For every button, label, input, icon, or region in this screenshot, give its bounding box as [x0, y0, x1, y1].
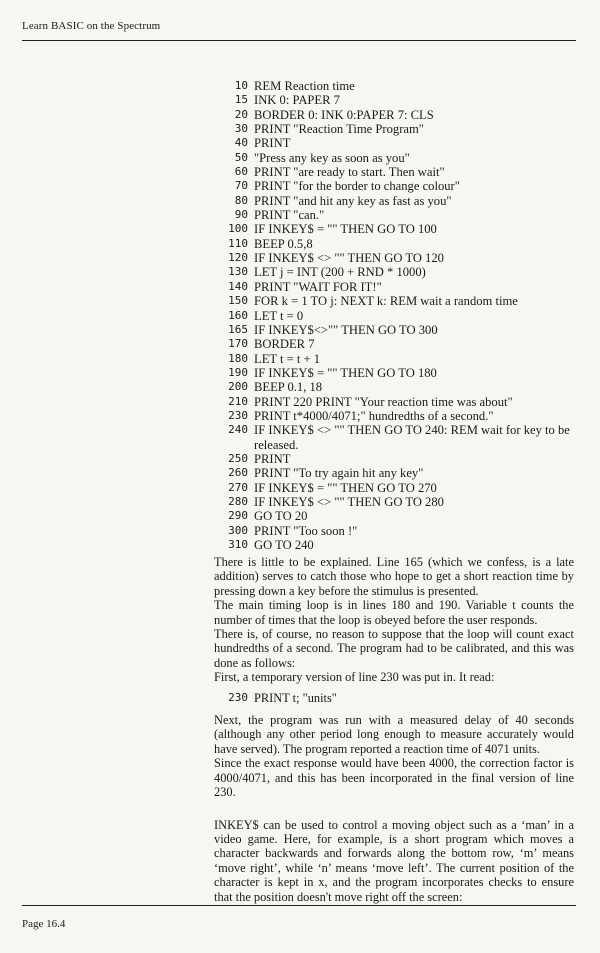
- listing-line: [214, 265, 584, 279]
- listing-line: [214, 122, 584, 136]
- listing-line: [214, 237, 584, 251]
- line-number: 230: [228, 690, 248, 704]
- program-listing: [214, 79, 584, 552]
- body-text: [214, 555, 574, 904]
- line-number: 30: [234, 122, 248, 136]
- code-text: LET t = 0: [254, 308, 304, 323]
- line-number: 270: [228, 480, 248, 494]
- code-text: PRINT "Too soon !": [254, 523, 358, 538]
- line-number: 130: [228, 265, 248, 279]
- listing-line: [214, 452, 584, 466]
- paragraph: Since the exact response would have been 4000, the correction factor is 4000/4071, and this has been incorporated in the final version of line 230.: [214, 756, 574, 800]
- line-number: 15: [234, 93, 248, 107]
- listing-line: [214, 509, 584, 523]
- line-number: 90: [234, 208, 248, 222]
- line-number: 140: [228, 279, 248, 293]
- code-text: PRINT "are ready to start. Then wait": [254, 165, 445, 180]
- code-text: PRINT "for the border to change colour": [254, 179, 460, 194]
- code-text: PRINT t; "units": [254, 690, 337, 705]
- line-number: 300: [228, 523, 248, 537]
- code-text: BORDER 0: INK 0:PAPER 7: CLS: [254, 107, 434, 122]
- code-text: LET j = INT (200 + RND * 1000): [254, 265, 426, 280]
- page-number: Page 16.4: [22, 918, 66, 930]
- paragraph: There is, of course, no reason to suppose that the loop will count exact hundredths of a second. The program had to be calibrated, and this was done as follows:: [214, 627, 574, 670]
- line-number: 60: [234, 165, 248, 179]
- line-number: 160: [228, 308, 248, 322]
- listing-line: [214, 108, 584, 122]
- listing-line: [214, 294, 584, 308]
- paragraph: First, a temporary version of line 230 was put in. It read:: [214, 670, 495, 685]
- line-number: 165: [228, 322, 248, 336]
- code-text: FOR k = 1 TO j: NEXT k: REM wait a random time: [254, 294, 518, 309]
- code-text: PRINT "WAIT FOR IT!": [254, 279, 382, 294]
- code-text: IF INKEY$ = "" THEN GO TO 180: [254, 365, 437, 380]
- listing-line: [214, 380, 584, 394]
- line-number: 290: [228, 509, 248, 523]
- line-number: 180: [228, 351, 248, 365]
- listing-line: [214, 194, 584, 208]
- listing-line: [214, 524, 584, 538]
- code-text: PRINT "To try again hit any key": [254, 466, 424, 481]
- listing-line: [214, 179, 584, 193]
- code-text: PRINT t*4000/4071;" hundredths of a second.": [254, 408, 494, 423]
- line-number: 150: [228, 294, 248, 308]
- listing-line: [214, 538, 584, 552]
- line-number: 20: [234, 107, 248, 121]
- paragraph: The main timing loop is in lines 180 and 190. Variable t counts the number of times that the loop is obeyed before the user responds.: [214, 598, 574, 627]
- listing-line: [214, 251, 584, 265]
- line-number: 40: [234, 136, 248, 150]
- line-number: 250: [228, 451, 248, 465]
- code-text: IF INKEY$ <> "" THEN GO TO 240: REM wait for key to be released.: [254, 423, 570, 452]
- code-text: IF INKEY$ = "" THEN GO TO 270: [254, 480, 437, 495]
- paragraph: Next, the program was run with a measured delay of 40 seconds (although any other period long enough to measure accurately would have served). The program reported a reaction time of 4071 units.: [214, 713, 574, 756]
- listing-line: [214, 165, 584, 179]
- line-number: 120: [228, 251, 248, 265]
- listing-line: [214, 222, 584, 236]
- code-text: "Press any key as soon as you": [254, 150, 410, 165]
- line-number: 260: [228, 466, 248, 480]
- code-text: IF INKEY$<>"" THEN GO TO 300: [254, 322, 438, 337]
- code-text: PRINT "and hit any key as fast as you": [254, 193, 452, 208]
- code-text: BEEP 0.5,8: [254, 236, 313, 251]
- line-number: 280: [228, 494, 248, 508]
- listing-line: [214, 337, 584, 351]
- listing-line: [214, 466, 584, 480]
- code-text: IF INKEY$ <> "" THEN GO TO 280: [254, 494, 444, 509]
- listing-line: [214, 409, 584, 423]
- code-text: PRINT 220 PRINT "Your reaction time was about": [254, 394, 513, 409]
- listing-line: [214, 309, 584, 323]
- code-text: GO TO 240: [254, 538, 314, 552]
- listing-line: [214, 423, 584, 452]
- listing-line: [214, 151, 584, 165]
- code-text: IF INKEY$ <> "" THEN GO TO 120: [254, 251, 444, 266]
- listing-line: [214, 280, 584, 294]
- listing-line: [214, 352, 584, 366]
- code-text: REM Reaction time: [254, 79, 355, 93]
- code-example: [222, 691, 574, 705]
- code-text: IF INKEY$ = "" THEN GO TO 100: [254, 222, 437, 237]
- listing-line: [214, 323, 584, 337]
- listing-line: [214, 136, 584, 150]
- code-text: INK 0: PAPER 7: [254, 93, 340, 108]
- code-text: LET t = t + 1: [254, 351, 321, 366]
- line-number: 10: [234, 79, 248, 92]
- line-number: 310: [228, 538, 248, 551]
- line-number: 230: [228, 408, 248, 422]
- listing-line: [214, 93, 584, 107]
- code-text: BORDER 7: [254, 337, 315, 352]
- running-header: Learn BASIC on the Spectrum: [22, 20, 161, 32]
- listing-line: [214, 79, 584, 93]
- code-text: GO TO 20: [254, 509, 308, 524]
- line-number: 80: [234, 193, 248, 207]
- code-text: PRINT "can.": [254, 208, 325, 223]
- paragraph: INKEY$ can be used to control a moving object such as a ‘man’ in a video game. Here, for example, is a short program which moves a character backwards and forwards along the bottom row, ‘m’ means ‘move right’, while ‘n’ means ‘move left’. The current position of the character is kept in x, and the program incorporates checks to ensure that the position doesn't move right off the screen:: [214, 817, 574, 904]
- footer-rule: [22, 905, 576, 906]
- line-number: 210: [228, 394, 248, 408]
- code-text: PRINT "Reaction Time Program": [254, 122, 424, 137]
- line-number: 170: [228, 337, 248, 351]
- code-text: PRINT: [254, 136, 291, 151]
- line-number: 240: [228, 423, 248, 437]
- line-number: 100: [228, 222, 248, 236]
- line-number: 190: [228, 365, 248, 379]
- line-number: 110: [228, 236, 248, 250]
- code-text: BEEP 0.1, 18: [254, 380, 323, 395]
- listing-line: [214, 208, 584, 222]
- line-number: 70: [234, 179, 248, 193]
- listing-line: [214, 366, 584, 380]
- paragraph: There is little to be explained. Line 165 (which we confess, is a late addition) serves to catch those who hope to get a short reaction time by pressing down a key before the stimulus is presented.: [214, 555, 574, 598]
- listing-line: [214, 495, 584, 509]
- header-rule: [22, 40, 576, 41]
- listing-line: [214, 395, 584, 409]
- listing-line: [214, 481, 584, 495]
- line-number: 200: [228, 380, 248, 394]
- code-text: PRINT: [254, 451, 291, 466]
- line-number: 50: [234, 150, 248, 164]
